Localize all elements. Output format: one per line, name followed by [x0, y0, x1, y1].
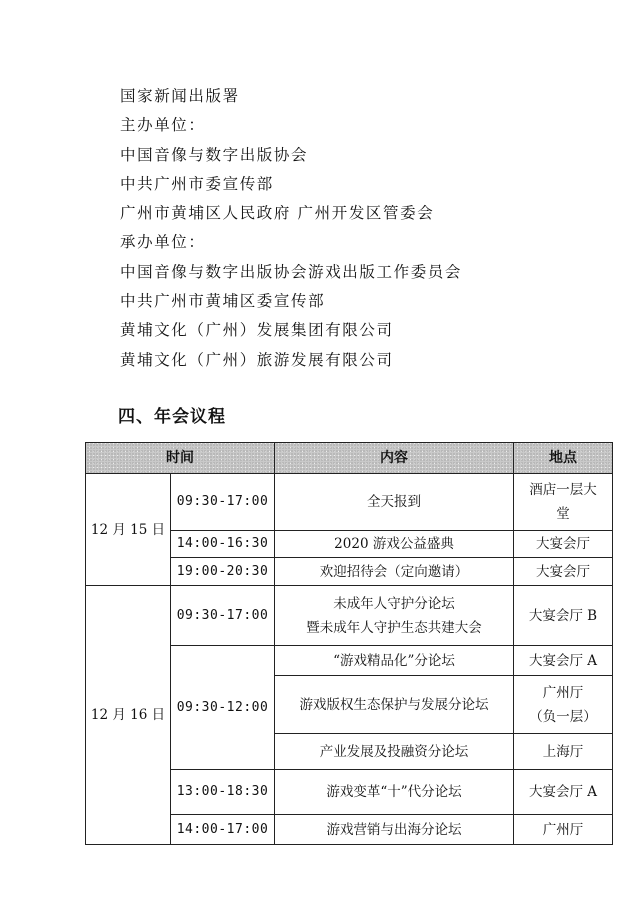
org-line: 中共广州市委宣传部	[120, 174, 274, 193]
content-cell: “游戏精品化”分论坛	[275, 646, 514, 676]
org-line: 中共广州市黄埔区委宣传部	[120, 292, 326, 311]
date-cell: 12 月 16 日	[86, 586, 171, 845]
org-line: 主办单位：	[120, 116, 206, 135]
org-line: 中国音像与数字出版协会游戏出版工作委员会	[120, 262, 463, 281]
time-cell: 14:00-16:30	[171, 531, 275, 558]
section-title: 四、年会议程	[118, 407, 226, 427]
time-cell: 09:30-17:00	[171, 586, 275, 646]
header-content: 内容	[275, 443, 514, 474]
time-cell: 14:00-17:00	[171, 815, 275, 845]
header-location: 地点	[514, 443, 613, 474]
location-cell: 大宴会厅 A	[514, 770, 613, 815]
location-cell: 上海厅	[514, 734, 613, 770]
location-line: 广州厅	[542, 684, 584, 701]
location-line: 堂	[556, 506, 570, 522]
content-cell: 产业发展及投融资分论坛	[275, 734, 514, 770]
location-line: 酒店一层大	[529, 482, 597, 498]
location-cell	[514, 676, 613, 734]
location-cell: 广州厅	[514, 815, 613, 845]
org-line: 黄埔文化（广州）发展集团有限公司	[120, 321, 394, 340]
content-cell	[275, 586, 514, 646]
org-line: 国家新闻出版署	[120, 87, 240, 105]
header-time: 时间	[86, 443, 275, 474]
table-row	[86, 586, 613, 646]
content-cell: 游戏版权生态保护与发展分论坛	[275, 676, 514, 734]
org-line: 黄埔文化（广州）旅游发展有限公司	[120, 350, 394, 369]
location-line: （负一层）	[529, 708, 597, 725]
date-cell: 12 月 15 日	[86, 474, 171, 586]
time-cell: 09:30-17:00	[171, 474, 275, 531]
org-line: 承办单位：	[120, 233, 206, 252]
org-line: 广州市黄埔区人民政府 广州开发区管委会	[120, 204, 435, 223]
organizer-list	[120, 82, 462, 375]
time-cell: 19:00-20:30	[171, 558, 275, 586]
content-line: 暨未成年人守护生态共建大会	[306, 619, 482, 636]
content-cell: 游戏营销与出海分论坛	[275, 815, 514, 845]
time-cell: 13:00-18:30	[171, 770, 275, 815]
content-cell: 全天报到	[275, 474, 514, 531]
time-cell: 09:30-12:00	[171, 646, 275, 770]
content-cell: 2020 游戏公益盛典	[275, 531, 514, 558]
content-line: 未成年人守护分论坛	[333, 595, 455, 612]
table-header-row	[86, 443, 613, 474]
content-cell: 游戏变革“十”代分论坛	[275, 770, 514, 815]
agenda-table	[85, 442, 613, 845]
org-line: 中国音像与数字出版协会	[120, 145, 309, 164]
location-cell	[514, 474, 613, 531]
location-cell: 大宴会厅 A	[514, 646, 613, 676]
table-row	[86, 474, 613, 531]
location-cell: 大宴会厅	[514, 531, 613, 558]
location-cell: 大宴会厅 B	[514, 586, 613, 646]
content-cell: 欢迎招待会（定向邀请）	[275, 558, 514, 586]
location-cell: 大宴会厅	[514, 558, 613, 586]
